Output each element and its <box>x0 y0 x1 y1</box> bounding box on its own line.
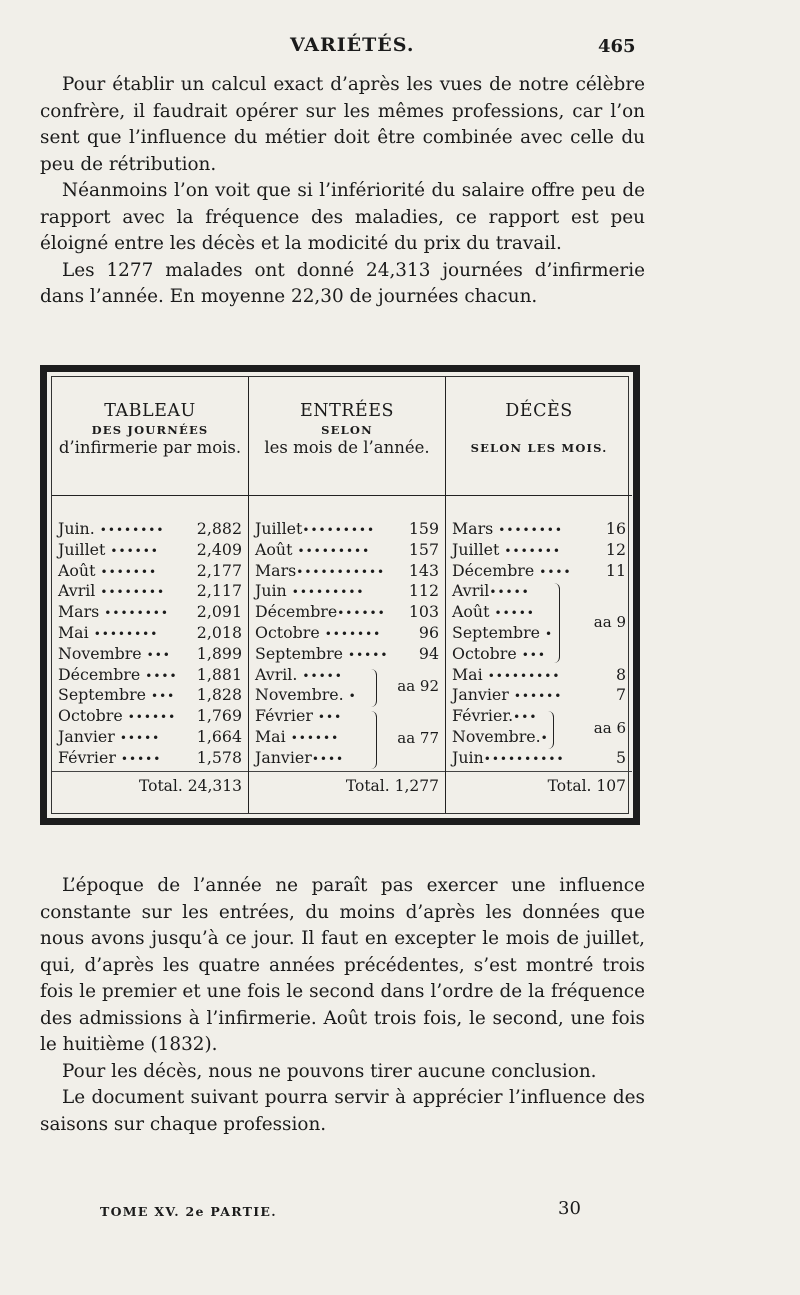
leader-dots: ••• <box>146 647 171 662</box>
paragraph: Pour établir un calcul exact d’après les vues de notre célèbre confrère, il faudrait opérer sur les mêmes professions, car l’on sent que l’influence du métier doit être combinée avec celle du peu de rétribution. <box>40 74 645 175</box>
column-header <box>446 401 632 455</box>
page-footer <box>0 1198 800 1228</box>
leader-dots: •••• <box>539 564 572 579</box>
table-row <box>52 561 248 582</box>
paragraph: Néanmoins l’on voit que si l’infériorité du salaire offre peu de rapport avec la fréquence des maladies, ce rapport est peu éloigné entre les décès et la modicité du prix du travail. <box>40 180 645 254</box>
row-value: 5 <box>615 747 626 767</box>
leader-dots: ••••••••• <box>487 668 561 683</box>
table-row <box>446 581 632 602</box>
month-label: Septembre <box>255 643 343 663</box>
month-label: Juillet <box>58 539 106 559</box>
column-header <box>52 401 248 457</box>
leader-dots: ••••••••• <box>297 543 371 558</box>
column-caption: d’infirmerie par mois. <box>58 438 242 457</box>
table-row <box>446 685 632 706</box>
month-label: Mai <box>255 726 286 746</box>
leader-dots: ••• <box>317 710 343 725</box>
month-label: Mai <box>58 622 89 642</box>
row-value: 143 <box>408 560 439 580</box>
column-entrees <box>249 377 446 813</box>
paragraph: L’époque de l’année ne paraît pas exercer une influence constante sur les entrées, du moins d’après les données que nous avons jusqu’à ce jour. Il faut en excepter le mois de juillet, qui, d’après les quatre années précédentes, s’est montré trois fois le premier et une fois le second dans l’ordre de la fréquence des admissions à l’infirmerie. Août trois fois, le second, une fois le huitième (1832). <box>40 875 645 1055</box>
column-header <box>249 401 445 457</box>
row-value: 12 <box>605 539 626 559</box>
month-label: Janvier <box>255 747 312 767</box>
column-title: TABLEAU <box>104 401 196 421</box>
leader-dots: •••• <box>311 751 345 766</box>
month-label: Novembre <box>58 643 142 663</box>
table-row <box>249 748 445 769</box>
row-value: 1,578 <box>196 747 242 767</box>
row-value: 1,881 <box>196 664 242 684</box>
leader-dots: ••••••• <box>100 564 158 579</box>
row-value: 7 <box>615 685 626 705</box>
page-header <box>0 34 800 64</box>
leader-dots: • <box>540 730 549 745</box>
month-label: Novembre. <box>255 685 344 705</box>
leader-dots: •••••• <box>337 606 386 621</box>
row-value: 2,091 <box>196 602 242 622</box>
leader-dots: ••••••••••• <box>296 564 386 579</box>
month-label: Juillet <box>255 519 303 538</box>
group-value: aa 92 <box>397 677 439 695</box>
month-label: Janvier <box>452 685 509 705</box>
grouping-brace <box>554 583 560 663</box>
paragraph: Le document suivant pourra servir à apprécier l’influence des saisons sur chaque profession. <box>40 1087 645 1135</box>
leader-dots: ••• <box>521 647 546 662</box>
header-rule <box>52 495 248 496</box>
row-value: 1,664 <box>196 726 242 746</box>
leader-dots: •••••• <box>127 710 177 725</box>
total-value: 1,277 <box>394 777 439 795</box>
table-row <box>446 561 632 582</box>
table-row <box>52 644 248 665</box>
row-value: 159 <box>408 519 439 538</box>
month-label: Février. <box>452 706 514 726</box>
table-row <box>446 748 632 769</box>
month-label: Mars <box>58 602 100 622</box>
month-label: Septembre <box>58 685 146 705</box>
month-label: Octobre <box>452 643 517 663</box>
grouping-brace <box>371 669 377 707</box>
leader-dots: ••••• <box>489 585 530 600</box>
leader-dots: ••• <box>151 689 176 704</box>
column-total <box>249 777 439 795</box>
table-row <box>249 706 445 727</box>
table-row <box>52 581 248 602</box>
column-total <box>52 777 242 795</box>
column-caption: les mois de l’année. <box>264 438 430 457</box>
month-label: Août <box>452 602 490 622</box>
column-journees <box>52 377 249 813</box>
month-label: Août <box>58 560 96 580</box>
month-label: Décembre <box>452 560 535 580</box>
leader-dots: •••••••• <box>99 523 165 537</box>
table-row <box>249 519 445 540</box>
row-value: 112 <box>408 581 439 601</box>
month-label: Février <box>58 747 116 767</box>
leader-dots: •••••••••• <box>483 751 565 766</box>
group-value: aa 77 <box>397 729 439 747</box>
month-label: Mars <box>255 560 297 580</box>
monthly-statistics-table <box>40 365 640 825</box>
total-value: 24,313 <box>187 777 242 795</box>
intro-text <box>40 72 645 311</box>
row-value: 1,899 <box>196 643 242 663</box>
total-label: Total. <box>138 777 183 795</box>
row-value: 2,117 <box>196 581 242 601</box>
month-label: Juin <box>255 581 287 601</box>
leader-dots: •••••••• <box>104 606 169 621</box>
leader-dots: •••••••• <box>498 523 563 537</box>
table-row <box>52 665 248 686</box>
total-rule <box>52 771 248 772</box>
header-rule <box>446 495 632 496</box>
grouping-brace <box>371 711 377 769</box>
row-value: 11 <box>605 560 626 580</box>
leader-dots: ••••••••• <box>291 585 365 600</box>
column-subtitle: SELON LES MOIS. <box>470 441 608 455</box>
row-value: 2,409 <box>196 539 242 559</box>
column-rows <box>446 519 632 769</box>
table-row <box>52 748 248 769</box>
column-title: ENTRÉES <box>300 401 394 421</box>
leader-dots: ••••••••• <box>302 523 376 537</box>
paragraph: Pour les décès, nous ne pouvons tirer aucune conclusion. <box>62 1060 597 1082</box>
leader-dots: ••••• <box>302 668 343 683</box>
month-label: Décembre <box>255 602 338 622</box>
row-value: 2,882 <box>196 519 242 538</box>
table-row <box>52 540 248 561</box>
table-row <box>52 727 248 748</box>
column-rows <box>249 519 445 769</box>
row-value: 16 <box>605 519 626 538</box>
table-row <box>249 561 445 582</box>
table-row <box>52 519 248 540</box>
header-rule <box>249 495 445 496</box>
leader-dots: •••••••• <box>100 585 166 600</box>
month-label: Janvier <box>58 726 115 746</box>
total-rule <box>446 771 632 772</box>
table-row <box>249 644 445 665</box>
month-label: Novembre. <box>452 726 541 746</box>
leader-dots: •••••• <box>110 543 159 558</box>
group-value: aa 6 <box>593 719 626 737</box>
table-inner-frame <box>51 376 629 814</box>
leader-dots: • <box>545 626 554 641</box>
month-label: Février <box>255 706 313 726</box>
running-title: VARIÉTÉS. <box>290 34 415 56</box>
row-value: 1,828 <box>196 685 242 705</box>
row-value: 157 <box>408 539 439 559</box>
row-value: 8 <box>615 664 626 684</box>
column-subtitle: DES JOURNÉES <box>91 423 209 437</box>
month-label: Décembre <box>58 664 141 684</box>
column-subtitle: SELON <box>321 423 373 437</box>
table-row <box>446 540 632 561</box>
month-label: Juin. <box>58 519 95 538</box>
group-value: aa 9 <box>593 613 626 631</box>
table-row <box>52 602 248 623</box>
row-value: 94 <box>418 643 439 663</box>
month-label: Avril. <box>255 664 298 684</box>
total-label: Total. <box>345 777 390 795</box>
page-number: 465 <box>598 36 636 57</box>
month-label: Avril <box>452 581 490 601</box>
month-label: Mai <box>452 664 483 684</box>
row-value: 1,769 <box>196 706 242 726</box>
total-label: Total. <box>547 777 592 795</box>
closing-text <box>40 873 645 1138</box>
leader-dots: •••••• <box>290 730 340 745</box>
month-label: Octobre <box>255 622 320 642</box>
leader-dots: ••••••• <box>504 543 561 558</box>
month-label: Septembre <box>452 622 540 642</box>
table-row <box>249 602 445 623</box>
signature-mark: TOME XV. 2e PARTIE. <box>100 1204 277 1219</box>
leader-dots: •••••• <box>513 689 563 704</box>
row-value: 103 <box>408 602 439 622</box>
table-row <box>249 581 445 602</box>
month-label: Juin <box>452 747 484 767</box>
leader-dots: ••• <box>513 710 538 725</box>
column-total <box>446 777 626 795</box>
month-label: Août <box>255 539 293 559</box>
table-row <box>446 644 632 665</box>
leader-dots: • <box>348 689 357 704</box>
leader-dots: •••••••• <box>93 626 159 641</box>
grouping-brace <box>548 711 554 749</box>
leader-dots: ••••• <box>348 647 389 662</box>
month-label: Mars <box>452 519 494 538</box>
paragraph: Les 1277 malades ont donné 24,313 journées d’infirmerie dans l’année. En moyenne 22,30 de journées chacun. <box>40 259 645 307</box>
row-value: 2,177 <box>196 560 242 580</box>
month-label: Octobre <box>58 706 123 726</box>
column-title: DÉCÈS <box>505 401 573 421</box>
table-row <box>52 706 248 727</box>
column-deces <box>446 377 632 813</box>
leader-dots: ••••• <box>494 606 535 621</box>
table-row <box>249 623 445 644</box>
table-row <box>446 519 632 540</box>
total-rule <box>249 771 445 772</box>
row-value: 96 <box>418 622 439 642</box>
leader-dots: ••••• <box>120 751 162 766</box>
row-value: 2,018 <box>196 622 242 642</box>
total-value: 107 <box>596 777 626 795</box>
leader-dots: •••• <box>145 668 178 683</box>
leader-dots: ••••••• <box>324 626 382 641</box>
month-label: Juillet <box>452 539 500 559</box>
table-row <box>52 685 248 706</box>
table-row <box>249 540 445 561</box>
table-row <box>446 665 632 686</box>
table-row <box>52 623 248 644</box>
sheet-number: 30 <box>558 1198 581 1219</box>
leader-dots: ••••• <box>119 730 161 745</box>
column-rows <box>52 519 248 769</box>
month-label: Avril <box>58 581 96 601</box>
